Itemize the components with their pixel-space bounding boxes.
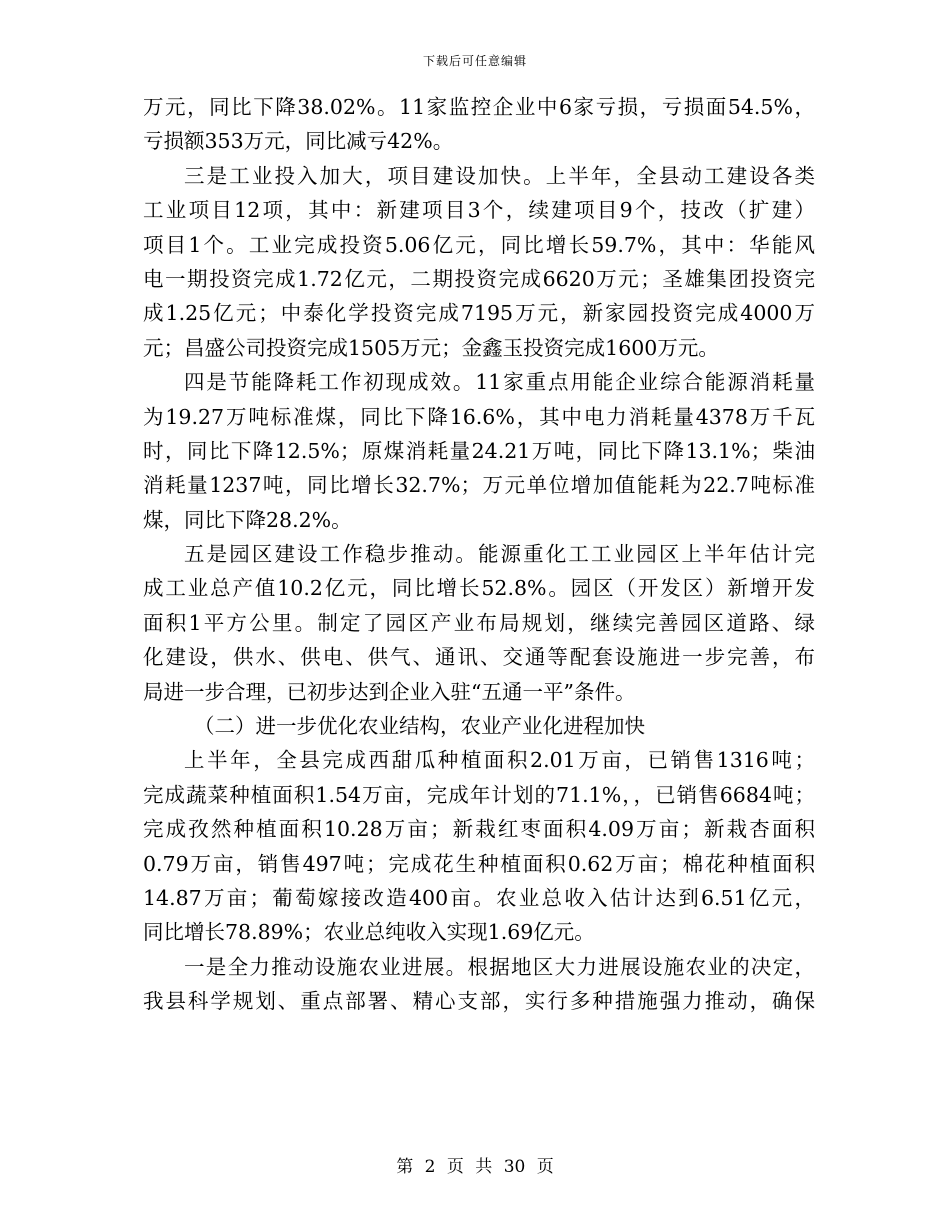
document-body bbox=[143, 90, 815, 1019]
text-line: 电一期投资完成1.72亿元，二期投资完成6620万元；圣雄集团投资完 bbox=[143, 266, 815, 291]
text-line: 完成孜然种植面积10.28万亩；新栽红枣面积4.09万亩；新栽杏面积 bbox=[143, 817, 815, 842]
text-line: 时，同比下降12.5%；原煤消耗量24.21万吨，同比下降13.1%；柴油 bbox=[143, 438, 815, 463]
text-line: 化建设，供水、供电、供气、通讯、交通等配套设施进一步完善，布 bbox=[143, 645, 815, 670]
text-line: 完成蔬菜种植面积1.54万亩，完成年计划的71.1%，，已销售6684吨； bbox=[143, 782, 815, 807]
text-line: 面积1平方公里。制定了园区产业布局规划，继续完善园区道路、绿 bbox=[143, 610, 815, 635]
paragraph-start-line: 一是全力推动设施农业进展。根据地区大力进展设施农业的决定， bbox=[184, 954, 815, 979]
text-line: 元；昌盛公司投资完成1505万元；金鑫玉投资完成1600万元。 bbox=[143, 335, 719, 360]
section-heading: （二）进一步优化农业结构，农业产业化进程加快 bbox=[194, 714, 645, 739]
text-line: 成1.25亿元；中泰化学投资完成7195万元，新家园投资完成4000万 bbox=[143, 301, 815, 326]
text-line: 消耗量1237吨，同比增长32.7%；万元单位增加值能耗为22.7吨标准 bbox=[143, 473, 815, 498]
text-line: 同比增长78.89%；农业总纯收入实现1.69亿元。 bbox=[143, 920, 595, 945]
paragraph-start-line: 五是园区建设工作稳步推动。能源重化工工业园区上半年估计完 bbox=[184, 542, 815, 567]
text-line: 项目1个。工业完成投资5.06亿元，同比增长59.7%，其中：华能风 bbox=[143, 232, 815, 257]
paragraph-start-line: 三是工业投入加大，项目建设加快。上半年，全县动工建设各类 bbox=[184, 163, 815, 188]
text-line: 成工业总产值10.2亿元，同比增长52.8%。园区（开发区）新增开发 bbox=[143, 576, 815, 601]
text-line: 14.87万亩；葡萄嫁接改造400亩。农业总收入估计达到6.51亿元， bbox=[143, 885, 815, 910]
text-line: 我县科学规划、重点部署、精心支部，实行多种措施强力推动，确保 bbox=[143, 989, 815, 1014]
paragraph-start-line: 上半年，全县完成西甜瓜种植面积2.01万亩，已销售1316吨； bbox=[184, 748, 815, 773]
text-line: 工业项目12项，其中：新建项目3个，续建项目9个，技改（扩建） bbox=[143, 198, 815, 223]
text-line: 为19.27万吨标准煤，同比下降16.6%，其中电力消耗量4378万千瓦 bbox=[143, 404, 815, 429]
page-header-note: 下载后可任意编辑 bbox=[422, 54, 527, 68]
paragraph-start-line: 四是节能降耗工作初现成效。11家重点用能企业综合能源消耗量 bbox=[184, 370, 815, 395]
text-line: 0.79万亩，销售497吨；完成花生种植面积0.62万亩；棉花种植面积 bbox=[143, 851, 815, 876]
text-line: 万元，同比下降38.02%。11家监控企业中6家亏损，亏损面54.5%， bbox=[143, 95, 815, 119]
text-line: 亏损额353万元，同比减亏42%。 bbox=[143, 129, 454, 154]
text-line: 局进一步合理，已初步达到企业入驻“五通一平”条件。 bbox=[143, 679, 636, 704]
page-number-footer: 第 2 页 共 30 页 bbox=[396, 1157, 554, 1177]
text-line: 煤，同比下降28.2%。 bbox=[143, 507, 352, 532]
